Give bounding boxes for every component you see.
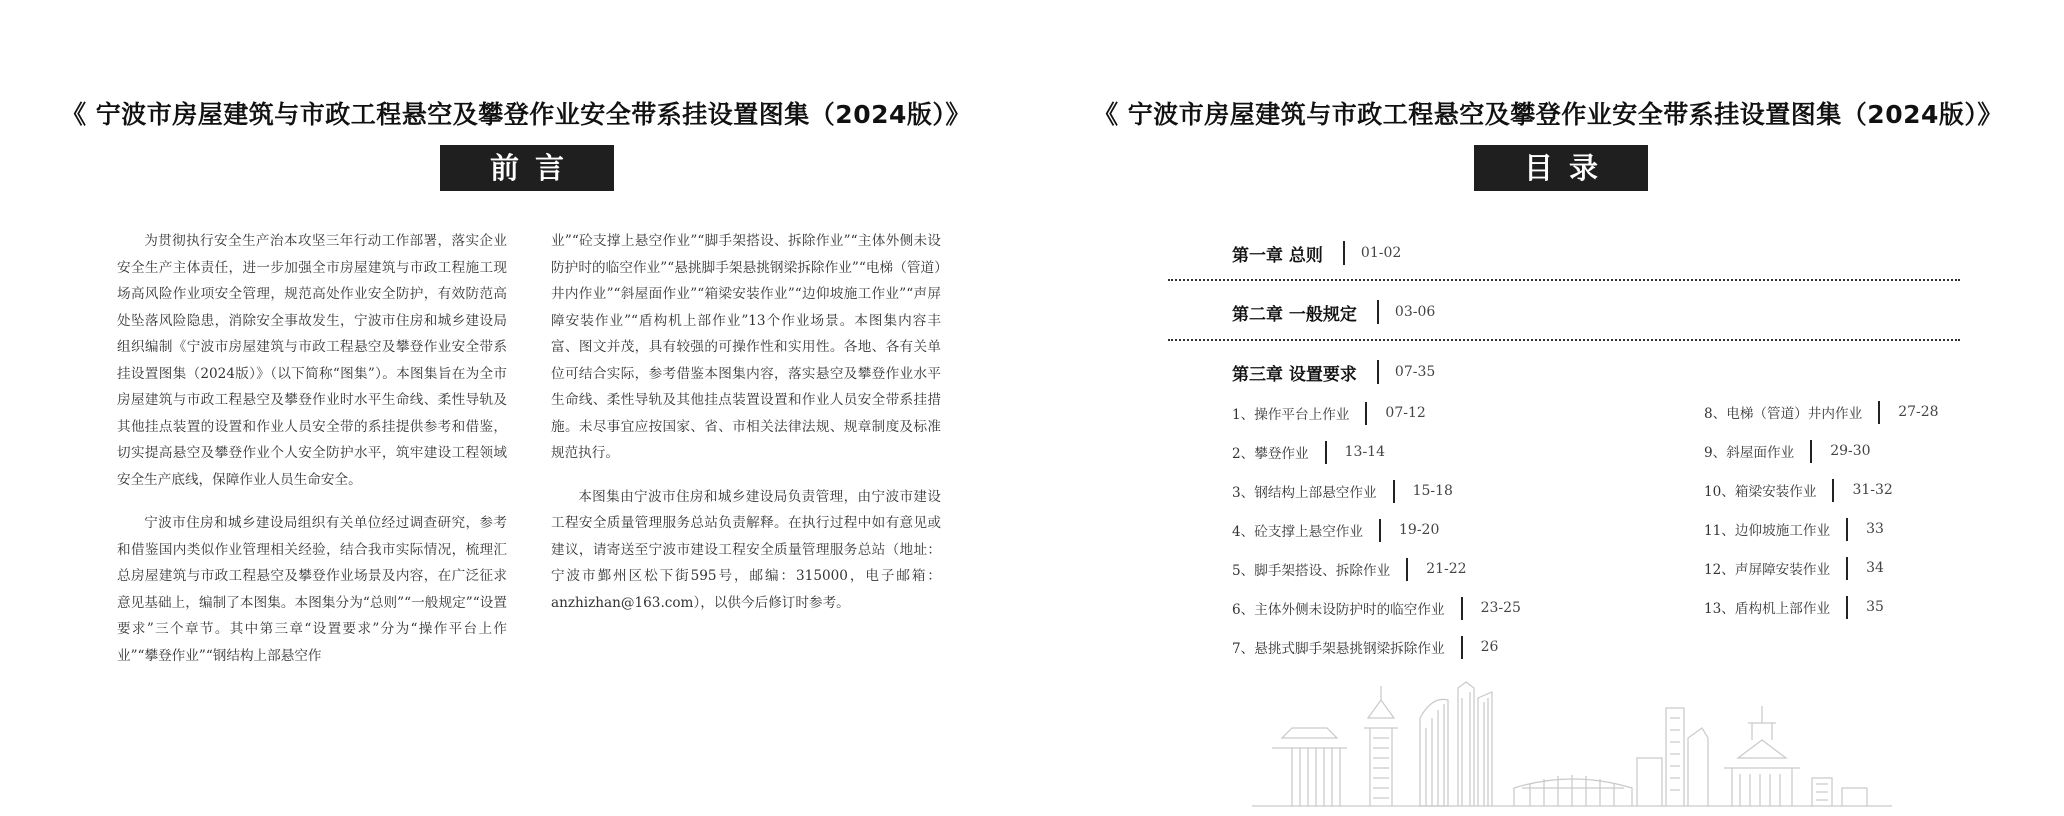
toc-item-label: 9、斜屋面作业 [1704,445,1795,461]
toc-item-label: 2、攀登作业 [1232,446,1309,462]
toc-item[interactable] [1232,400,1426,426]
dotted-divider [1168,339,1960,341]
toc-item-label: 1、操作平台上作业 [1232,407,1350,423]
separator-bar [1846,596,1848,619]
toc-item[interactable] [1704,477,1893,503]
toc-item-pages: 31-32 [1852,482,1893,498]
toc-item-label: 5、脚手架搭设、拆除作业 [1232,563,1391,579]
toc-item-pages: 34 [1866,560,1884,576]
toc-item-label: 13、盾构机上部作业 [1704,601,1831,617]
separator-bar [1878,401,1880,424]
toc-item[interactable] [1232,439,1385,465]
toc-item[interactable] [1232,517,1439,543]
separator-bar [1461,597,1463,620]
chapter-pages: 03-06 [1394,304,1436,320]
toc-item-pages: 15-18 [1412,483,1453,499]
toc-item[interactable] [1232,556,1467,582]
toc-item-label: 11、边仰坡施工作业 [1704,523,1831,539]
separator-bar [1343,241,1345,265]
toc-item[interactable] [1704,516,1884,542]
toc-item[interactable] [1704,438,1871,464]
toc-item[interactable] [1232,634,1498,660]
toc-item-pages: 29-30 [1830,443,1871,459]
chapter-pages: 01-02 [1360,245,1402,261]
dotted-divider [1168,279,1960,281]
toc-item[interactable] [1704,399,1939,425]
separator-bar [1461,636,1463,659]
toc-item[interactable] [1704,555,1884,581]
toc-item-label: 7、悬挑式脚手架悬挑钢梁拆除作业 [1232,641,1445,657]
separator-bar [1325,441,1327,464]
preface-paragraph: 为贯彻执行安全生产治本攻坚三年行动工作部署，落实企业安全生产主体责任，进一步加强全市房屋建筑与市政工程施工现场高风险作业项安全管理，规范高处作业安全防护，有效防范高处坠落风险隐患，消除安全事故发生，宁波市住房和城乡建设局组织编制《宁波市房屋建筑与市政工程悬空及攀登作业安全带系挂设置图集（2024版）》（以下简称“图集”）。本图集旨在为全市房屋建筑与市政工程悬空及攀登作业时水平生命线、柔性导轨及其他挂点装置的设置和作业人员安全带的系挂提供参考和借鉴，切实提高悬空及攀登作业个人安全防护水平，筑牢建设工程领域安全生产底线，保障作业人员生命安全。 [117,233,507,488]
chapter-title: 第一章 总则 [1232,245,1323,266]
preface-paragraph: 宁波市住房和城乡建设局组织有关单位经过调查研究，参考和借鉴国内类似作业管理相关经验，结合我市实际情况，梳理汇总房屋建筑与市政工程悬空及攀登作业场景及内容，在广泛征求意见基础上，编制了本图集。本图集分为“总则”“一般规定”“设置要求”三个章节。其中第三章“设置要求”分为“操作平台上作业”“攀登作业”“钢结构上部悬空作 [117,515,507,664]
toc-chapter-1[interactable] [1232,238,1401,268]
toc-item[interactable] [1232,595,1521,621]
toc-item-label: 10、箱梁安装作业 [1704,484,1817,500]
book-title-right: 《 宁波市房屋建筑与市政工程悬空及攀登作业安全带系挂设置图集（2024版）》 [1093,100,2003,129]
toc-item-label: 4、砼支撑上悬空作业 [1232,524,1363,540]
book-title-left: 《 宁波市房屋建筑与市政工程悬空及攀登作业安全带系挂设置图集（2024版）》 [61,100,971,129]
toc-chapter-3[interactable] [1232,357,1435,387]
toc-item-pages: 19-20 [1399,522,1440,538]
preface-column-1 [117,228,507,669]
chapter-title: 第三章 设置要求 [1232,364,1357,385]
separator-bar [1406,558,1408,581]
toc-item-pages: 35 [1866,599,1884,615]
separator-bar [1379,519,1381,542]
toc-item[interactable] [1232,478,1453,504]
toc-item-label: 3、钢结构上部悬空作业 [1232,485,1377,501]
chapter-title: 第二章 一般规定 [1232,304,1357,325]
toc-heading: 目录 [1474,145,1648,191]
toc-item-pages: 21-22 [1426,561,1467,577]
toc-item-pages: 27-28 [1898,404,1939,420]
preface-paragraph: 业”“砼支撑上悬空作业”“脚手架搭设、拆除作业”“主体外侧未设防护时的临空作业”“悬挑脚手架悬挑钢梁拆除作业”“电梯（管道）井内作业”“斜屋面作业”“箱梁安装作业”“边仰坡施工作业”“声屏障安装作业”“盾构机上部作业”13个作业场景。本图集内容丰富、图文并茂，具有较强的可操作性和实用性。各地、各有关单位可结合实际，参考借鉴本图集内容，落实悬空及攀登作业水平生命线、柔性导轨及其他挂点装置设置和作业人员安全带系挂措施。未尽事宜应按国家、省、市相关法律法规、规章制度及标准规范执行。 [551,233,941,461]
toc-item[interactable] [1704,594,1884,620]
toc-item-pages: 07-12 [1385,405,1426,421]
toc-item-pages: 33 [1866,521,1884,537]
separator-bar [1365,402,1367,425]
toc-item-label: 6、主体外侧未设防护时的临空作业 [1232,602,1445,618]
separator-bar [1810,440,1812,463]
separator-bar [1846,518,1848,541]
preface-column-2 [551,228,941,616]
toc-item-label: 12、声屏障安装作业 [1704,562,1831,578]
toc-item-pages: 13-14 [1344,444,1385,460]
toc-page [1032,0,2064,816]
chapter-pages: 07-35 [1394,364,1436,380]
separator-bar [1377,360,1379,384]
city-skyline-icon [1252,678,1892,816]
separator-bar [1377,300,1379,324]
separator-bar [1832,479,1834,502]
separator-bar [1846,557,1848,580]
separator-bar [1393,480,1395,503]
toc-item-label: 8、电梯（管道）井内作业 [1704,406,1863,422]
toc-item-pages: 23-25 [1480,600,1521,616]
toc-chapter-2[interactable] [1232,297,1435,327]
toc-item-pages: 26 [1480,639,1499,655]
preface-paragraph: 本图集由宁波市住房和城乡建设局负责管理，由宁波市建设工程安全质量管理服务总站负责解释。在执行过程中如有意见或建议，请寄送至宁波市建设工程安全质量管理服务总站（地址：宁波市鄞州区松下街595号，邮编：315000，电子邮箱：anzhizhan@163.com），以供今后修订时参考。 [551,488,941,611]
preface-heading: 前言 [440,145,614,191]
